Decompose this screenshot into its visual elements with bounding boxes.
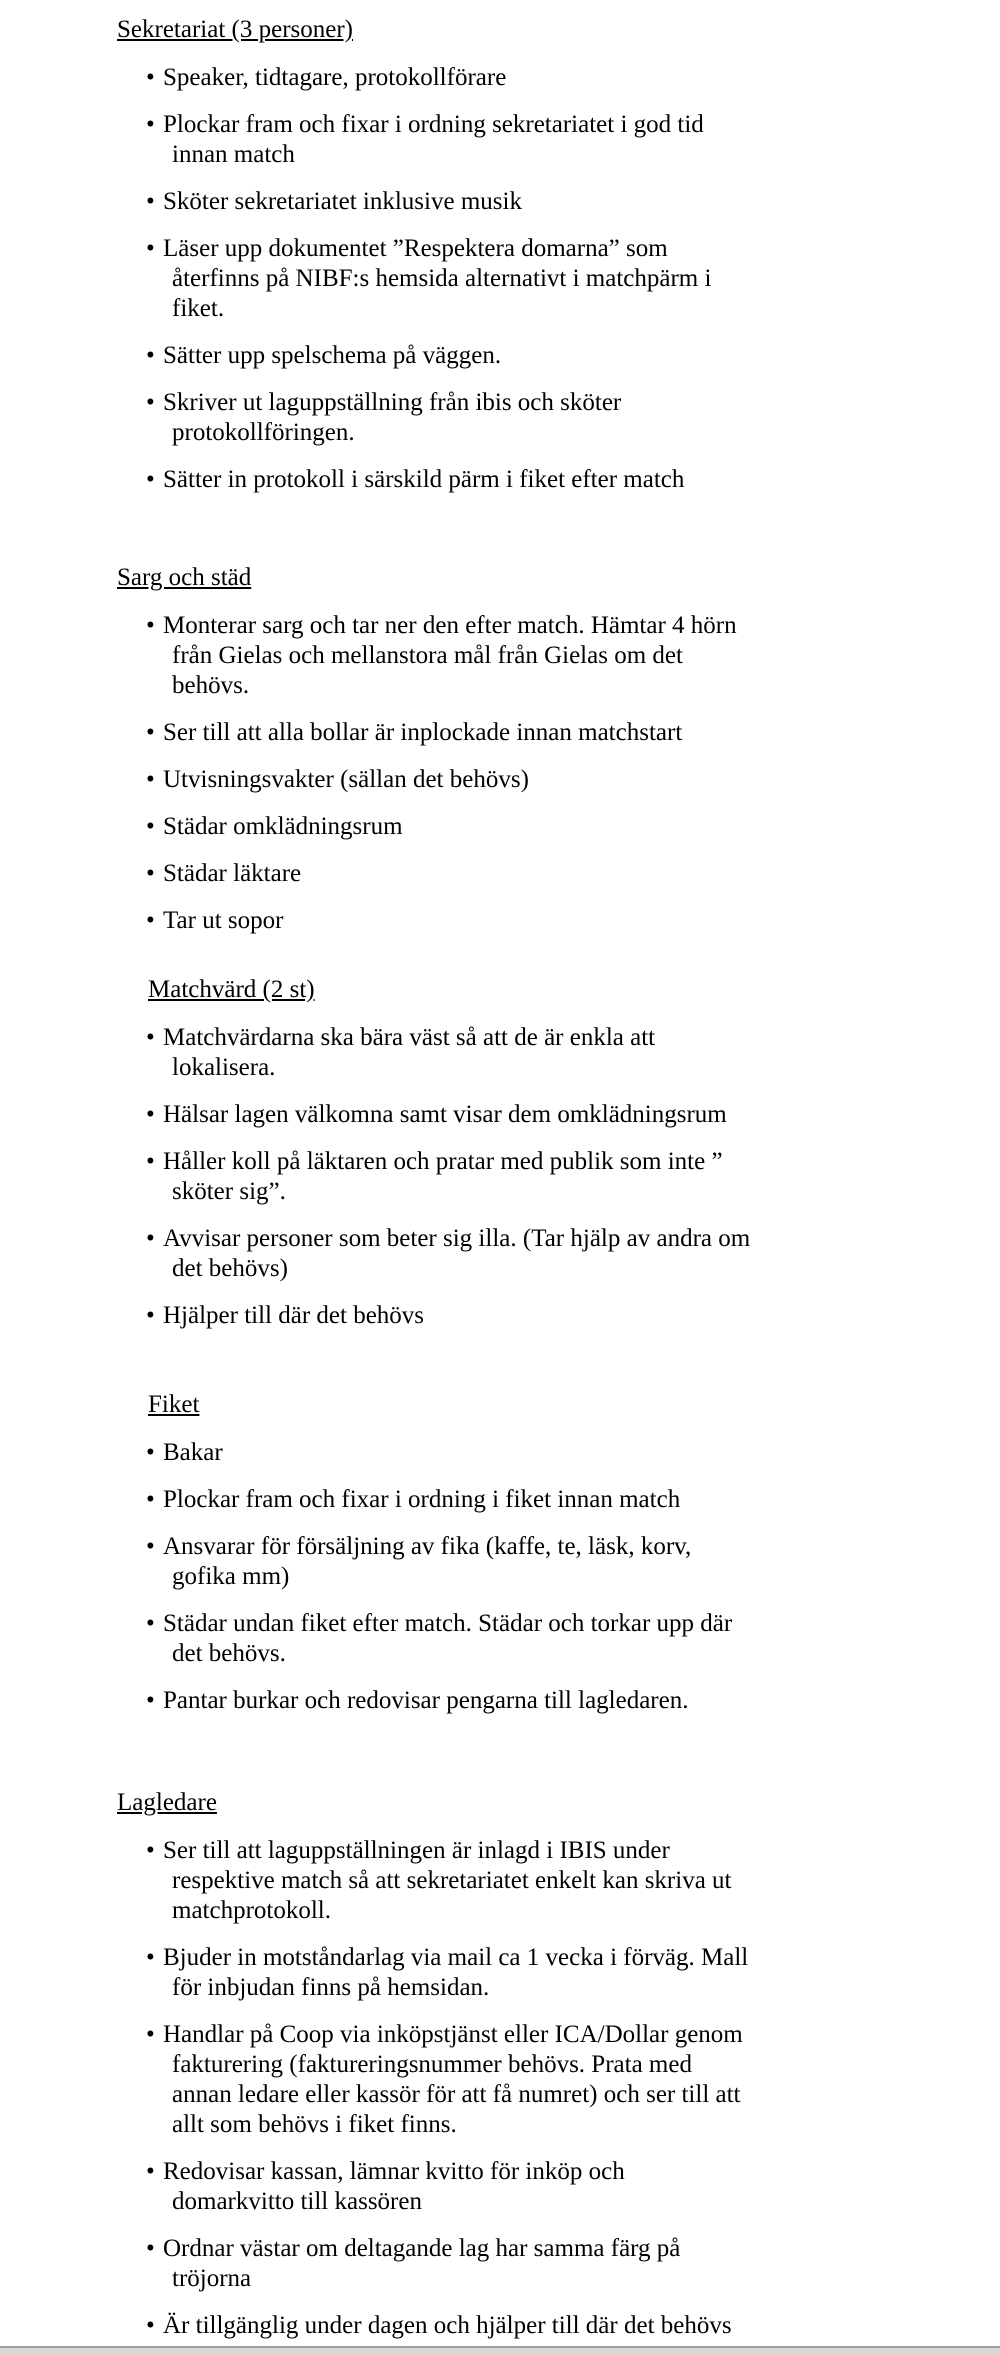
list-item-line-continuation	[172, 2080, 1000, 2110]
list-item-text: Bjuder in motståndarlag via mail ca 1 vecka i förväg. Mall	[163, 1944, 749, 1971]
section	[0, 563, 1000, 953]
list-item-line-continuation	[172, 1639, 1000, 1669]
list-item-line-first	[146, 1224, 1000, 1254]
list-item-line-continuation	[172, 264, 1000, 294]
list-item-line-continuation	[172, 1866, 1000, 1896]
list-item-line-first	[146, 2234, 1000, 2264]
list-item-text: matchprotokoll.	[172, 1897, 331, 1924]
list-item-line-first	[146, 859, 1000, 889]
section	[0, 975, 1000, 1348]
list-item-text: Hälsar lagen välkomna samt visar dem omklädningsrum	[163, 1101, 727, 1128]
list-item-text: gofika mm)	[172, 1563, 290, 1590]
list-item	[0, 2157, 1000, 2217]
list-item-text: Städar omklädningsrum	[163, 813, 403, 840]
list-item	[0, 2020, 1000, 2140]
list-item-text: annan ledare eller kassör för att få numret) och ser till att	[172, 2081, 741, 2108]
list-item-line-first	[146, 718, 1000, 748]
list-item	[0, 906, 1000, 936]
bullet-icon: •	[146, 111, 155, 138]
list-item-line-first	[146, 2020, 1000, 2050]
list-item-line-continuation	[172, 294, 1000, 324]
list-item-line-first	[146, 1836, 1000, 1866]
list-item-text: från Gielas och mellanstora mål från Gielas om det	[172, 642, 683, 669]
list-item-text: Läser upp dokumentet ”Respektera domarna” som	[163, 235, 668, 262]
list-item-line-first	[146, 611, 1000, 641]
bullet-icon: •	[146, 1148, 155, 1175]
list-item-line-continuation	[172, 2050, 1000, 2080]
list-item-text: Ser till att laguppställningen är inlagd i IBIS under	[163, 1837, 670, 1864]
list-item-line-continuation	[172, 2264, 1000, 2294]
list-item-text: protokollföringen.	[172, 419, 355, 446]
list-item-text: Sätter in protokoll i särskild pärm i fiket efter match	[163, 466, 685, 493]
bullet-icon: •	[146, 1024, 155, 1051]
list-item-line-first	[146, 1609, 1000, 1639]
section-heading: Lagledare	[117, 1789, 217, 1816]
list-item-line-first	[146, 2157, 1000, 2187]
list-item-text: Redovisar kassan, lämnar kvitto för inköp och	[163, 2158, 625, 2185]
list-item-text: Är tillgänglig under dagen och hjälper till där det behövs	[163, 2312, 732, 2339]
list-item	[0, 341, 1000, 371]
list-item-text: Ordnar västar om deltagande lag har samma färg på	[163, 2235, 681, 2262]
list-item	[0, 2311, 1000, 2341]
bullet-icon: •	[146, 719, 155, 746]
list-item-line-first	[146, 1485, 1000, 1515]
list-item-text: Städar undan fiket efter match. Städar och torkar upp där	[163, 1610, 733, 1637]
list-item-line-continuation	[172, 1177, 1000, 1207]
bullet-icon: •	[146, 235, 155, 262]
list-item	[0, 611, 1000, 701]
bullet-icon: •	[146, 1486, 155, 1513]
bullet-icon: •	[146, 2235, 155, 2262]
list-item	[0, 1147, 1000, 1207]
list-item-line-first	[146, 1023, 1000, 1053]
list-item-line-first	[146, 1532, 1000, 1562]
list-item	[0, 1686, 1000, 1716]
bullet-icon: •	[146, 907, 155, 934]
list-item	[0, 1301, 1000, 1331]
list-item-line-first	[146, 234, 1000, 264]
list-item-line-first	[146, 1301, 1000, 1331]
list-item-line-continuation	[172, 641, 1000, 671]
sections-container	[0, 15, 1000, 2354]
bullet-icon: •	[146, 612, 155, 639]
bullet-icon: •	[146, 64, 155, 91]
bullet-icon: •	[146, 1944, 155, 1971]
list-item-text: Hjälper till där det behövs	[163, 1302, 425, 1329]
bullet-icon: •	[146, 766, 155, 793]
list-item-line-first	[146, 341, 1000, 371]
bullet-icon: •	[146, 1533, 155, 1560]
list-item-text: det behövs.	[172, 1640, 286, 1667]
list-item-line-continuation	[172, 1254, 1000, 1284]
list-item-line-continuation	[172, 1896, 1000, 1926]
list-item-text: fiket.	[172, 295, 225, 322]
list-item-text: sköter sig”.	[172, 1178, 286, 1205]
list-item-text: Plockar fram och fixar i ordning sekretariatet i god tid	[163, 111, 704, 138]
bullet-icon: •	[146, 2158, 155, 2185]
list-item-text: behövs.	[172, 672, 250, 699]
list-item-line-first	[146, 388, 1000, 418]
list-item-text: Bakar	[163, 1439, 223, 1466]
list-item-line-continuation	[172, 1973, 1000, 2003]
bullet-icon: •	[146, 389, 155, 416]
list-item-line-continuation	[172, 140, 1000, 170]
list-item-text: Tar ut sopor	[163, 907, 284, 934]
list-item-text: innan match	[172, 141, 295, 168]
list-item-line-first	[146, 1686, 1000, 1716]
list-item-line-continuation	[172, 1562, 1000, 1592]
bullet-icon: •	[146, 2312, 155, 2339]
list-item	[0, 1532, 1000, 1592]
list-item-text: Plockar fram och fixar i ordning i fiket innan match	[163, 1486, 681, 1513]
list-item	[0, 812, 1000, 842]
list-item	[0, 1438, 1000, 1468]
list-item-text: Matchvärdarna ska bära väst så att de är enkla att	[163, 1024, 656, 1051]
list-item	[0, 1224, 1000, 1284]
list-item-text: Handlar på Coop via inköpstjänst eller ICA/Dollar genom	[163, 2021, 743, 2048]
list-item	[0, 1023, 1000, 1083]
list-item-line-first	[146, 187, 1000, 217]
list-item-text: för inbjudan finns på hemsidan.	[172, 1974, 490, 2001]
bullet-icon: •	[146, 1101, 155, 1128]
bullet-icon: •	[146, 1439, 155, 1466]
list-item-text: Städar läktare	[163, 860, 302, 887]
list-item-line-continuation	[172, 1053, 1000, 1083]
list-item-text: fakturering (faktureringsnummer behövs. Prata med	[172, 2051, 692, 2078]
list-item-line-first	[146, 812, 1000, 842]
list-item	[0, 1943, 1000, 2003]
bullet-icon: •	[146, 1302, 155, 1329]
list-item-text: allt som behövs i fiket finns.	[172, 2111, 457, 2138]
bullet-icon: •	[146, 1610, 155, 1637]
list-item-text: lokalisera.	[172, 1054, 276, 1081]
list-item-text: det behövs)	[172, 1255, 288, 1282]
list-item	[0, 859, 1000, 889]
list-item	[0, 63, 1000, 93]
list-item-line-first	[146, 1100, 1000, 1130]
list-item-line-first	[146, 1943, 1000, 1973]
list-item-line-first	[146, 63, 1000, 93]
section-heading: Fiket	[148, 1391, 200, 1418]
list-item-text: Speaker, tidtagare, protokollförare	[163, 64, 507, 91]
section-heading: Matchvärd (2 st)	[148, 976, 315, 1003]
bullet-icon: •	[146, 813, 155, 840]
section-heading: Sarg och städ	[117, 564, 252, 591]
list-item	[0, 2234, 1000, 2294]
list-item	[0, 465, 1000, 495]
list-item	[0, 234, 1000, 324]
section	[0, 15, 1000, 512]
list-item	[0, 1100, 1000, 1130]
list-item-text: Håller koll på läktaren och pratar med publik som inte ”	[163, 1148, 723, 1175]
list-item-line-first	[146, 2311, 1000, 2341]
list-item-text: Skriver ut laguppställning från ibis och sköter	[163, 389, 622, 416]
list-item	[0, 1609, 1000, 1669]
list-item	[0, 110, 1000, 170]
list-item-text: Sätter upp spelschema på väggen.	[163, 342, 502, 369]
list-item	[0, 1836, 1000, 1926]
list-item-line-first	[146, 1438, 1000, 1468]
list-item-text: återfinns på NIBF:s hemsida alternativt i matchpärm i	[172, 265, 712, 292]
list-item-text: Ser till att alla bollar är inplockade innan matchstart	[163, 719, 683, 746]
bullet-icon: •	[146, 1225, 155, 1252]
list-item-text: respektive match så att sekretariatet enkelt kan skriva ut	[172, 1867, 732, 1894]
list-item	[0, 388, 1000, 448]
list-item-line-continuation	[172, 418, 1000, 448]
list-item-line-first	[146, 1147, 1000, 1177]
list-item-line-first	[146, 110, 1000, 140]
list-item-text: Sköter sekretariatet inklusive musik	[163, 188, 522, 215]
list-item	[0, 765, 1000, 795]
list-item-text: Avvisar personer som beter sig illa. (Tar hjälp av andra om	[163, 1225, 751, 1252]
list-item-text: tröjorna	[172, 2265, 252, 2292]
bottom-edge-bar	[0, 2346, 1000, 2354]
list-item-line-first	[146, 906, 1000, 936]
bullet-icon: •	[146, 860, 155, 887]
list-item	[0, 718, 1000, 748]
list-item-line-first	[146, 765, 1000, 795]
section	[0, 1390, 1000, 1733]
list-item	[0, 1485, 1000, 1515]
bullet-icon: •	[146, 2021, 155, 2048]
list-item-line-continuation	[172, 2110, 1000, 2140]
list-item	[0, 187, 1000, 217]
bullet-icon: •	[146, 1837, 155, 1864]
list-item-line-first	[146, 465, 1000, 495]
list-item-line-continuation	[172, 671, 1000, 701]
list-item-text: domarkvitto till kassören	[172, 2188, 422, 2215]
section-heading: Sekretariat (3 personer)	[117, 16, 353, 43]
section	[0, 1788, 1000, 2354]
bullet-icon: •	[146, 466, 155, 493]
bullet-icon: •	[146, 342, 155, 369]
bullet-icon: •	[146, 1687, 155, 1714]
list-item-text: Monterar sarg och tar ner den efter match. Hämtar 4 hörn	[163, 612, 737, 639]
bullet-icon: •	[146, 188, 155, 215]
list-item-text: Pantar burkar och redovisar pengarna till lagledaren.	[163, 1687, 689, 1714]
list-item-line-continuation	[172, 2187, 1000, 2217]
list-item-text: Ansvarar för försäljning av fika (kaffe, te, läsk, korv,	[163, 1533, 692, 1560]
list-item-text: Utvisningsvakter (sällan det behövs)	[163, 766, 529, 793]
